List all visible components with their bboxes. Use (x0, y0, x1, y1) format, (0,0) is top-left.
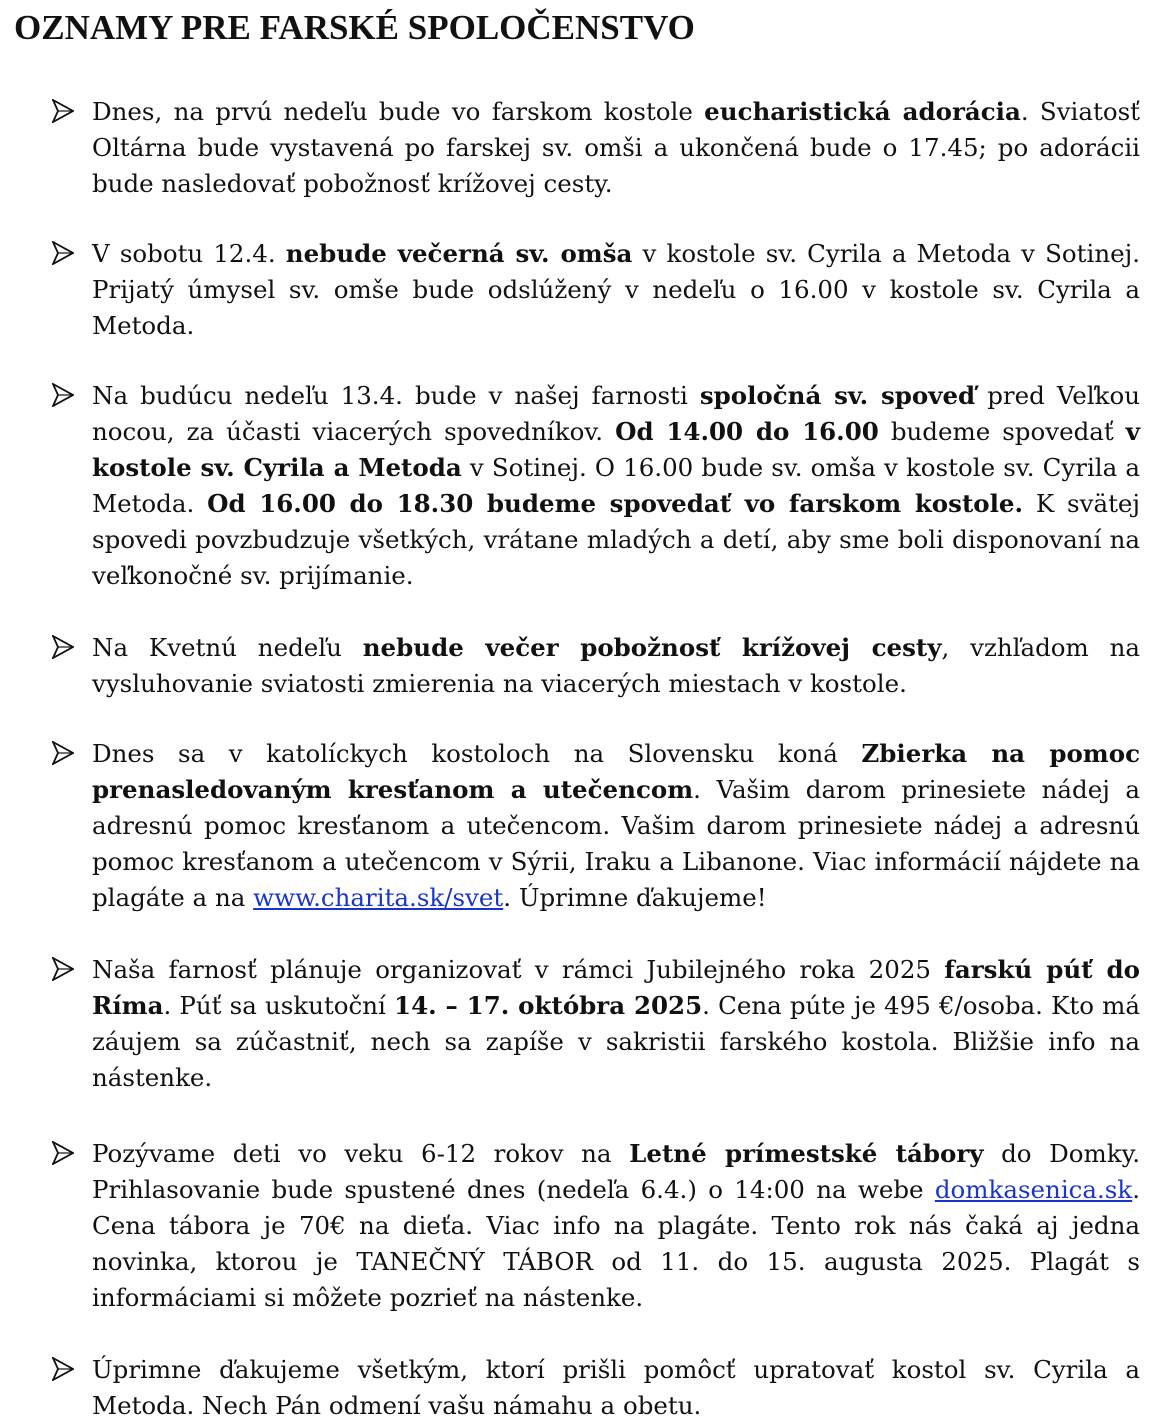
announcement-bold-text: farskú púť do Ríma (92, 955, 1140, 1020)
announcement-text-segment: Pozývame deti vo veku 6-12 rokov na (92, 1139, 630, 1168)
announcement-text-segment: , vzhľadom na vysluhovanie sviatosti zmierenia na viacerých miestach v kostole. (92, 633, 1141, 698)
announcement-bold-text: Od 14.00 do 16.00 (615, 417, 879, 446)
announcement-link[interactable]: domkasenica.sk (934, 1175, 1133, 1204)
announcement-text-segment: . Púť sa uskutoční (163, 991, 395, 1020)
announcement-text-segment: . Úprimne ďakujeme! (503, 883, 767, 912)
arrow-bullet-icon (52, 635, 74, 659)
announcement-text (92, 236, 1140, 344)
announcement-link[interactable]: www.charita.sk/svet (253, 883, 504, 912)
announcement-bold-text: Od 16.00 do 18.30 budeme spovedať vo farskom kostole. (207, 489, 1024, 518)
announcement-text-segment: Na budúcu nedeľu 13.4. bude v našej farnosti (92, 381, 700, 410)
announcement-bold-text: nebude večer pobožnosť krížovej cesty (362, 633, 942, 662)
arrow-bullet-icon (52, 1141, 74, 1165)
document-title: OZNAMY PRE FARSKÉ SPOLOČENSTVO (14, 8, 695, 47)
announcement-text-segment: v Sotinej. O 16.00 bude sv. omša v kostole sv. Cyrila a Metoda. (92, 453, 1140, 518)
announcement-text (92, 1352, 1140, 1424)
arrow-bullet-icon (52, 99, 74, 123)
announcement-text-segment: Na Kvetnú nedeľu (92, 633, 363, 662)
announcement-text-segment: Úprimne ďakujeme všetkým, ktorí prišli pomôcť upratovať kostol sv. Cyrila a Metoda. Nech Pán odmení vašu námahu a obetu. (92, 1355, 1140, 1420)
announcement-text-segment: . Cena tábora je 70€ na dieťa. Viac info na plagáte. Tento rok nás čaká aj jedna novinka, ktorou je TANEČNÝ TÁBOR od 11. do 15. augusta 2025. Plagát s informáciami si môžete pozrieť na nástenke. (92, 1175, 1140, 1312)
announcement-text (92, 1136, 1140, 1316)
announcement-text-segment: Dnes, na prvú nedeľu bude vo farskom kostole (92, 97, 705, 126)
announcement-text (92, 94, 1140, 202)
arrow-bullet-icon (52, 957, 74, 981)
announcement-text (92, 630, 1140, 702)
announcement-text-segment: K svätej spovedi povzbudzuje všetkých, vrátane mladých a detí, aby sme boli disponovaní na veľkonočné sv. prijímanie. (92, 489, 1141, 590)
announcement-text-segment: . Sviatosť Oltárna bude vystavená po farskej sv. omši a ukončená bude o 17.45; po adorácii bude nasledovať pobožnosť krížovej cesty. (92, 97, 1140, 198)
announcement-bold-text: 14. – 17. októbra 2025 (394, 991, 703, 1020)
arrow-bullet-icon (52, 241, 74, 265)
announcement-bold-text: Zbierka na pomoc prenasledovaným kresťanom a utečencom (92, 739, 1140, 804)
announcement-text-segment: V sobotu 12.4. (92, 239, 286, 268)
announcement-text-segment: budeme spovedať (878, 417, 1126, 446)
announcement-text-segment: v kostole sv. Cyrila a Metoda v Sotinej. Prijatý úmysel sv. omše bude odslúžený v nedeľu o 16.00 v kostole sv. Cyrila a Metoda. (92, 239, 1140, 340)
announcement-text-segment: pred Veľkou nocou, za účasti viacerých spovedníkov. (92, 381, 1140, 446)
announcement-text-segment: . Vašim darom prinesiete nádej a adresnú pomoc kresťanom a utečencom. Vašim darom prinesiete nádej a adresnú pomoc kresťanom a utečencom v Sýrii, Iraku a Libanone. Viac informácií nájdete na plagáte a na (92, 775, 1141, 912)
announcement-text-segment: Naša farnosť plánuje organizovať v rámci Jubilejného roka 2025 (92, 955, 945, 984)
announcement-text-segment: do Domky. Prihlasovanie bude spustené dnes (nedeľa 6.4.) o 14:00 na webe (92, 1139, 1140, 1204)
announcement-bold-text: nebude večerná sv. omša (285, 239, 633, 268)
announcement-text (92, 952, 1140, 1096)
announcement-text (92, 378, 1140, 594)
arrow-bullet-icon (52, 741, 74, 765)
arrow-bullet-icon (52, 1357, 74, 1381)
announcement-bold-text: v kostole sv. Cyrila a Metoda (92, 417, 1140, 482)
announcement-bold-text: eucharistická adorácia (704, 97, 1021, 126)
announcement-text-segment: . Cena púte je 495 €/osoba. Kto má záujem sa zúčastniť, nech sa zapíše v sakristii farského kostola. Bližšie info na nástenke. (92, 991, 1140, 1092)
announcement-bold-text: Letné prímestské tábory (629, 1139, 984, 1168)
announcement-bold-text: spoločná sv. spoveď (699, 381, 976, 410)
announcement-text-segment: Dnes sa v katolíckych kostoloch na Slovensku koná (92, 739, 862, 768)
arrow-bullet-icon (52, 383, 74, 407)
announcement-text (92, 736, 1140, 916)
